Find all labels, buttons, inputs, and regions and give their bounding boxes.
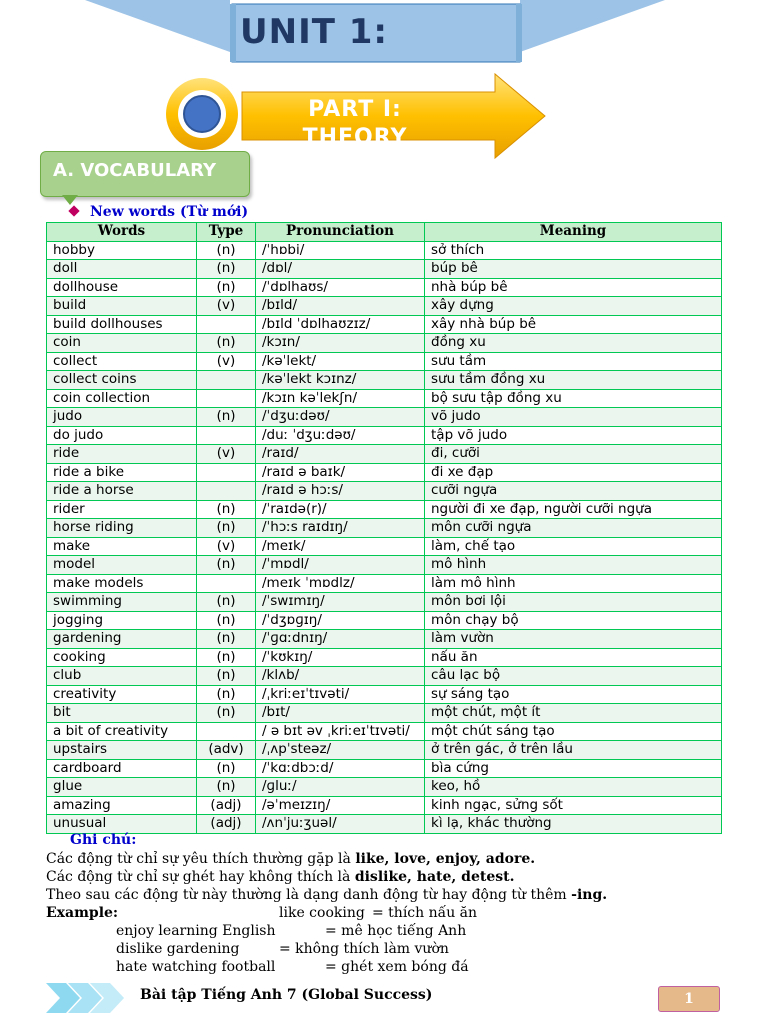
- example-label: Example:: [46, 905, 119, 921]
- table-header-row: [47, 223, 722, 242]
- cell-words: make: [47, 537, 197, 556]
- example-4-phrase: hate watching football: [116, 959, 276, 975]
- cell-type: (adj): [197, 815, 256, 834]
- cell-words: collect coins: [47, 371, 197, 390]
- table-row: [47, 260, 722, 279]
- table-row: [47, 722, 722, 741]
- cell-words: judo: [47, 408, 197, 427]
- cell-meaning: người đi xe đạp, người cưỡi ngựa: [425, 500, 722, 519]
- cell-words: do judo: [47, 426, 197, 445]
- cell-words: amazing: [47, 796, 197, 815]
- example-4-meaning: = ghét xem bóng đá: [325, 959, 469, 975]
- cell-words: model: [47, 556, 197, 575]
- table-row: [47, 815, 722, 834]
- cell-pronunciation: /kɔɪn/: [256, 334, 425, 353]
- cell-pronunciation: /ˈhɒbi/: [256, 241, 425, 260]
- table-row: [47, 685, 722, 704]
- cell-meaning: môn chạy bộ: [425, 611, 722, 630]
- table-row: [47, 519, 722, 538]
- cell-type: [197, 722, 256, 741]
- footer-chevrons-icon: [46, 983, 126, 1013]
- footer-title: Bài tập Tiếng Anh 7 (Global Success): [140, 987, 433, 1003]
- header-type: Type: [197, 223, 256, 242]
- cell-meaning: bộ sưu tập đồng xu: [425, 389, 722, 408]
- cell-words: dollhouse: [47, 278, 197, 297]
- table-row: [47, 667, 722, 686]
- new-words-text: New words (Từ mới): [90, 204, 249, 220]
- cell-type: (v): [197, 537, 256, 556]
- cell-type: (n): [197, 704, 256, 723]
- cell-type: (n): [197, 759, 256, 778]
- table-row: [47, 741, 722, 760]
- cell-meaning: bìa cứng: [425, 759, 722, 778]
- cell-type: (adj): [197, 796, 256, 815]
- cell-pronunciation: /ˈdɒlhaʊs/: [256, 278, 425, 297]
- cell-type: (n): [197, 500, 256, 519]
- cell-pronunciation: /raɪd ə baɪk/: [256, 463, 425, 482]
- note-line-1: Các động từ chỉ sự yêu thích thường gặp là like, love, enjoy, adore.: [46, 851, 536, 867]
- table-row: [47, 315, 722, 334]
- cell-words: rider: [47, 500, 197, 519]
- cell-type: (n): [197, 778, 256, 797]
- table-row: [47, 500, 722, 519]
- cell-type: (adv): [197, 741, 256, 760]
- cell-type: (n): [197, 519, 256, 538]
- cell-words: coin: [47, 334, 197, 353]
- cell-words: cardboard: [47, 759, 197, 778]
- cell-meaning: đi xe đạp: [425, 463, 722, 482]
- cell-type: [197, 426, 256, 445]
- cell-type: (v): [197, 297, 256, 316]
- cell-pronunciation: /klʌb/: [256, 667, 425, 686]
- example-3-meaning: = không thích làm vườn: [279, 941, 449, 957]
- cell-type: (n): [197, 648, 256, 667]
- cell-pronunciation: /ˈdʒɒɡɪŋ/: [256, 611, 425, 630]
- cell-pronunciation: /ɡluː/: [256, 778, 425, 797]
- cell-type: (n): [197, 260, 256, 279]
- cell-pronunciation: /ˈmɒdl/: [256, 556, 425, 575]
- table-row: [47, 778, 722, 797]
- unit-title: UNIT 1:: [240, 12, 388, 52]
- example-1-meaning: = thích nấu ăn: [372, 905, 478, 921]
- cell-meaning: xây dựng: [425, 297, 722, 316]
- cell-pronunciation: /ˈhɔːs raɪdɪŋ/: [256, 519, 425, 538]
- cell-words: gardening: [47, 630, 197, 649]
- cell-meaning: đi, cưỡi: [425, 445, 722, 464]
- vocabulary-table: [46, 222, 722, 834]
- circle-icon: [184, 96, 220, 132]
- header-pronunciation: Pronunciation: [256, 223, 425, 242]
- bullet-icon: [68, 205, 79, 216]
- cell-pronunciation: /ˈraɪdə(r)/: [256, 500, 425, 519]
- example-2-meaning: = mê học tiếng Anh: [325, 923, 467, 939]
- cell-meaning: kì lạ, khác thường: [425, 815, 722, 834]
- table-row: [47, 574, 722, 593]
- cell-words: ride: [47, 445, 197, 464]
- cell-pronunciation: /bɪld ˈdɒlhaʊzɪz/: [256, 315, 425, 334]
- page-number: 1: [658, 986, 720, 1012]
- cell-words: ride a bike: [47, 463, 197, 482]
- cell-pronunciation: /əˈmeɪzɪŋ/: [256, 796, 425, 815]
- cell-pronunciation: /raɪd ə hɔːs/: [256, 482, 425, 501]
- cell-type: (v): [197, 352, 256, 371]
- table-row: [47, 796, 722, 815]
- table-row: [47, 334, 722, 353]
- example-3-phrase: dislike gardening: [116, 941, 240, 957]
- cell-meaning: võ judo: [425, 408, 722, 427]
- cell-pronunciation: /meɪk ˈmɒdlz/: [256, 574, 425, 593]
- cell-words: bit: [47, 704, 197, 723]
- cell-pronunciation: /ˈkʊkɪŋ/: [256, 648, 425, 667]
- cell-type: (n): [197, 278, 256, 297]
- new-words-label: [70, 204, 248, 220]
- cell-meaning: sưu tầm: [425, 352, 722, 371]
- cell-meaning: sưu tầm đồng xu: [425, 371, 722, 390]
- table-row: [47, 630, 722, 649]
- cell-meaning: câu lạc bộ: [425, 667, 722, 686]
- cell-meaning: mô hình: [425, 556, 722, 575]
- note-line-2: Các động từ chỉ sự ghét hay không thích là dislike, hate, detest.: [46, 869, 515, 885]
- table-row: [47, 482, 722, 501]
- header-meaning: Meaning: [425, 223, 722, 242]
- cell-pronunciation: /kəˈlekt kɔɪnz/: [256, 371, 425, 390]
- table-row: [47, 537, 722, 556]
- note-line-3: Theo sau các động từ này thường là dạng danh động từ hay động từ thêm -ing.: [46, 887, 608, 903]
- cell-meaning: môn cưỡi ngựa: [425, 519, 722, 538]
- cell-meaning: sự sáng tạo: [425, 685, 722, 704]
- cell-type: (n): [197, 593, 256, 612]
- cell-meaning: búp bê: [425, 260, 722, 279]
- cell-meaning: xây nhà búp bê: [425, 315, 722, 334]
- table-row: [47, 593, 722, 612]
- cell-pronunciation: /meɪk/: [256, 537, 425, 556]
- cell-words: club: [47, 667, 197, 686]
- cell-pronunciation: /ˈdʒuːdəʊ/: [256, 408, 425, 427]
- table-row: [47, 278, 722, 297]
- cell-words: a bit of creativity: [47, 722, 197, 741]
- cell-words: hobby: [47, 241, 197, 260]
- cell-words: jogging: [47, 611, 197, 630]
- cell-words: ride a horse: [47, 482, 197, 501]
- cell-meaning: đồng xu: [425, 334, 722, 353]
- table-row: [47, 556, 722, 575]
- cell-type: (v): [197, 445, 256, 464]
- table-row: [47, 241, 722, 260]
- cell-pronunciation: /kəˈlekt/: [256, 352, 425, 371]
- cell-meaning: tập võ judo: [425, 426, 722, 445]
- cell-type: (n): [197, 611, 256, 630]
- cell-meaning: một chút sáng tạo: [425, 722, 722, 741]
- cell-type: (n): [197, 408, 256, 427]
- table-row: [47, 408, 722, 427]
- cell-words: swimming: [47, 593, 197, 612]
- cell-words: glue: [47, 778, 197, 797]
- cell-pronunciation: / ə bɪt əv ˌkriːeɪˈtɪvəti/: [256, 722, 425, 741]
- cell-words: doll: [47, 260, 197, 279]
- table-row: [47, 463, 722, 482]
- cell-words: collect: [47, 352, 197, 371]
- vocabulary-heading-box: [40, 151, 250, 197]
- cell-words: coin collection: [47, 389, 197, 408]
- cell-meaning: sở thích: [425, 241, 722, 260]
- cell-type: [197, 574, 256, 593]
- table-row: [47, 352, 722, 371]
- cell-words: creativity: [47, 685, 197, 704]
- cell-pronunciation: /ˈkɑːdbɔːd/: [256, 759, 425, 778]
- table-row: [47, 704, 722, 723]
- cell-meaning: kinh ngạc, sửng sốt: [425, 796, 722, 815]
- cell-pronunciation: /kɔɪn kəˈlekʃn/: [256, 389, 425, 408]
- table-row: [47, 371, 722, 390]
- cell-pronunciation: /ˈɡɑːdnɪŋ/: [256, 630, 425, 649]
- cell-meaning: ở trên gác, ở trên lầu: [425, 741, 722, 760]
- notes-label: Ghi chú:: [70, 832, 137, 848]
- table-row: [47, 759, 722, 778]
- cell-meaning: nhà búp bê: [425, 278, 722, 297]
- cell-pronunciation: /ˌkriːeɪˈtɪvəti/: [256, 685, 425, 704]
- cell-type: (n): [197, 630, 256, 649]
- cell-type: [197, 371, 256, 390]
- cell-words: upstairs: [47, 741, 197, 760]
- cell-type: [197, 389, 256, 408]
- cell-words: horse riding: [47, 519, 197, 538]
- cell-meaning: cưỡi ngựa: [425, 482, 722, 501]
- cell-type: [197, 315, 256, 334]
- table-row: [47, 389, 722, 408]
- table-row: [47, 445, 722, 464]
- cell-words: make models: [47, 574, 197, 593]
- cell-pronunciation: /bɪld/: [256, 297, 425, 316]
- cell-pronunciation: /bɪt/: [256, 704, 425, 723]
- part-title: PART I: THEORY: [302, 97, 408, 150]
- header-words: Words: [47, 223, 197, 242]
- example-2-phrase: enjoy learning English: [116, 923, 276, 939]
- cell-meaning: làm, chế tạo: [425, 537, 722, 556]
- cell-words: build: [47, 297, 197, 316]
- cell-meaning: một chút, một ít: [425, 704, 722, 723]
- cell-type: (n): [197, 685, 256, 704]
- cell-type: (n): [197, 556, 256, 575]
- example-1-phrase: like cooking: [279, 905, 365, 921]
- cell-meaning: môn bơi lội: [425, 593, 722, 612]
- cell-words: build dollhouses: [47, 315, 197, 334]
- cell-meaning: keo, hồ: [425, 778, 722, 797]
- cell-meaning: nấu ăn: [425, 648, 722, 667]
- cell-type: (n): [197, 241, 256, 260]
- table-row: [47, 297, 722, 316]
- cell-pronunciation: /dɒl/: [256, 260, 425, 279]
- cell-type: (n): [197, 334, 256, 353]
- cell-pronunciation: /ʌnˈjuːʒuəl/: [256, 815, 425, 834]
- cell-meaning: làm vườn: [425, 630, 722, 649]
- cell-pronunciation: /ˌʌpˈsteəz/: [256, 741, 425, 760]
- vocabulary-heading: A. VOCABULARY: [53, 160, 217, 181]
- cell-type: (n): [197, 667, 256, 686]
- cell-words: cooking: [47, 648, 197, 667]
- cell-meaning: làm mô hình: [425, 574, 722, 593]
- cell-type: [197, 463, 256, 482]
- table-row: [47, 648, 722, 667]
- cell-words: unusual: [47, 815, 197, 834]
- cell-type: [197, 482, 256, 501]
- table-row: [47, 611, 722, 630]
- cell-pronunciation: /raɪd/: [256, 445, 425, 464]
- cell-pronunciation: /ˈswɪmɪŋ/: [256, 593, 425, 612]
- cell-pronunciation: /duː ˈdʒuːdəʊ/: [256, 426, 425, 445]
- table-row: [47, 426, 722, 445]
